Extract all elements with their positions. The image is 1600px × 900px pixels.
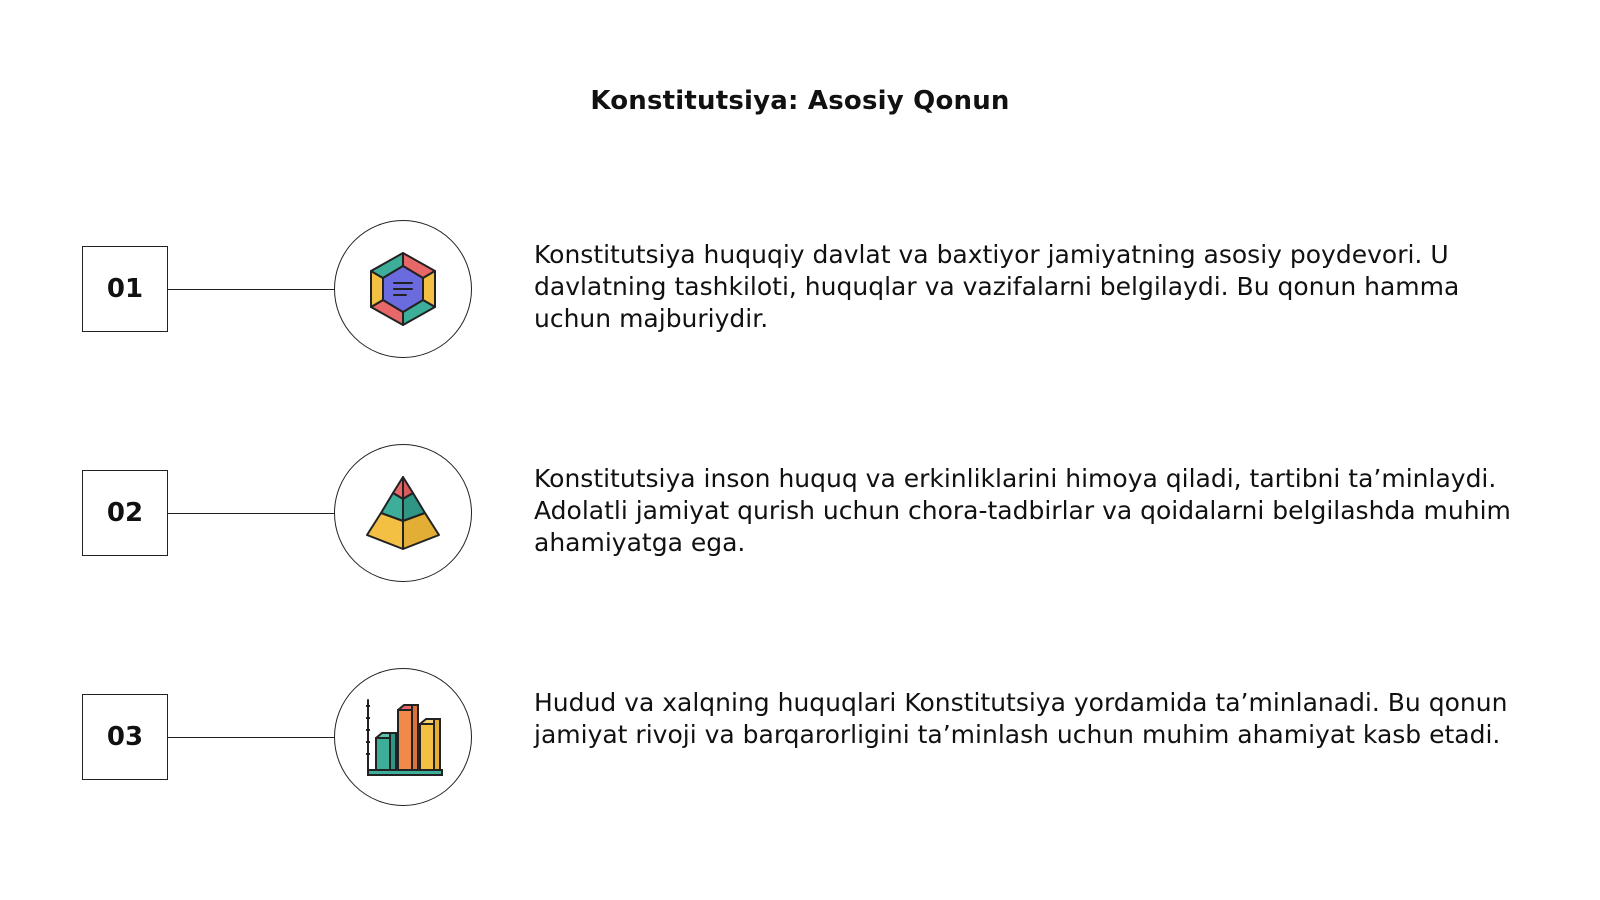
icon-circle bbox=[334, 668, 472, 806]
pyramid-icon bbox=[363, 473, 443, 553]
connector-line bbox=[168, 289, 334, 290]
item-description: Konstitutsiya huquqiy davlat va baxtiyor jamiyatning asosiy poydevori. U davlatning tashkiloti, huquqlar va vazifalarni belgilaydi. Bu qonun hamma uchun majburiydir. bbox=[534, 240, 1460, 333]
bar-chart-icon bbox=[362, 696, 444, 778]
hexagon-document-icon bbox=[365, 249, 441, 329]
list-item bbox=[0, 668, 1600, 808]
step-number-box: 02 bbox=[82, 470, 168, 556]
icon-circle bbox=[334, 444, 472, 582]
item-description: Hudud va xalqning huquqlari Konstitutsiya yordamida ta’minlanadi. Bu qonun jamiyat rivoji va barqarorligini ta’minlash uchun muhim ahamiyat kasb etadi. bbox=[534, 688, 1508, 749]
connector-line bbox=[168, 737, 334, 738]
step-number-box: 03 bbox=[82, 694, 168, 780]
page-title: Konstitutsiya: Asosiy Qonun bbox=[590, 86, 1010, 116]
list-item bbox=[0, 220, 1600, 360]
connector-line bbox=[168, 513, 334, 514]
icon-circle bbox=[334, 220, 472, 358]
list-item bbox=[0, 444, 1600, 584]
item-description: Konstitutsiya inson huquq va erkinliklarini himoya qiladi, tartibni ta’minlaydi. Adolatli jamiyat qurish uchun chora-tadbirlar va qoidalarni belgilashda muhim ahamiyatga ega. bbox=[534, 464, 1511, 557]
step-number-box: 01 bbox=[82, 246, 168, 332]
